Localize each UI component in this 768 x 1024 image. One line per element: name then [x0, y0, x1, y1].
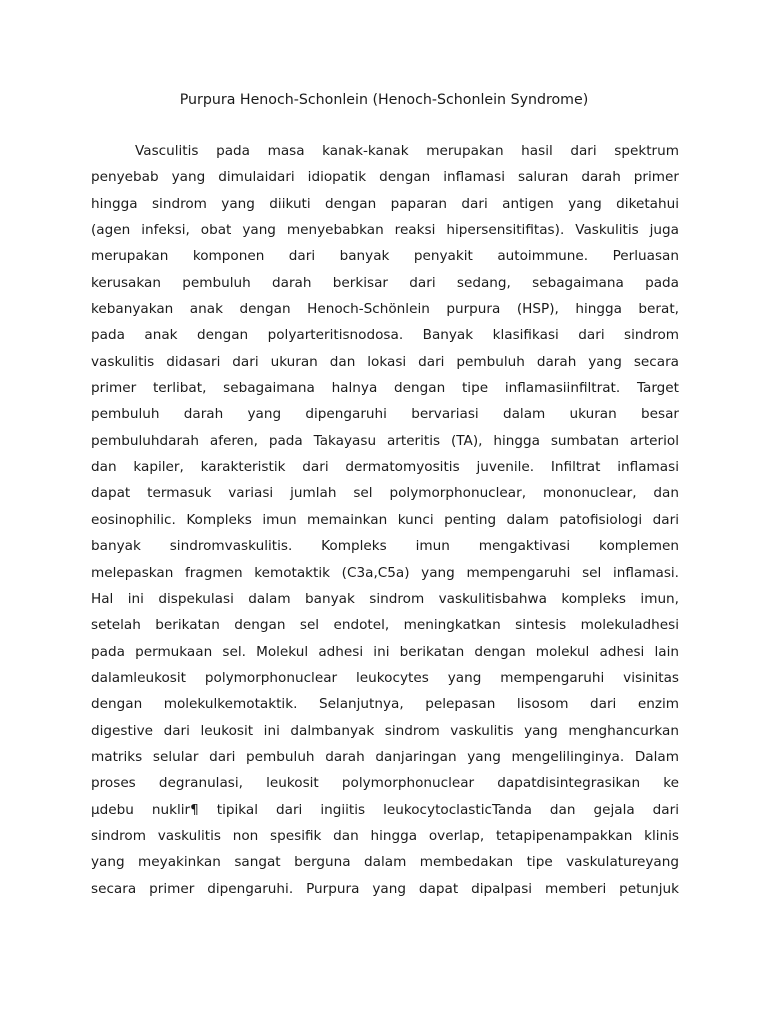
body-line: dan kapiler, karakteristik dari dermatomyositis juvenile. Infiltrat inflamasi	[91, 459, 679, 476]
body-line: pembuluhdarah aferen, pada Takayasu arteritis (TA), hingga sumbatan arteriol	[91, 432, 679, 449]
document-title: Purpura Henoch-Schonlein (Henoch-Schonlein Syndrome)	[179, 92, 589, 108]
body-line: Vasculitis pada masa kanak-kanak merupakan hasil dari spektrum	[135, 143, 679, 159]
document-body	[91, 138, 679, 902]
body-line: Hal ini dispekulasi dalam banyak sindrom vaskulitisbahwa kompleks imun,	[91, 590, 679, 607]
body-line: kerusakan pembuluh darah berkisar dari sedang, sebagaimana pada	[91, 274, 679, 291]
body-line: setelah berikatan dengan sel endotel, meningkatkan sintesis molekuladhesi	[91, 617, 679, 634]
body-line: pada anak dengan polyarteritisnodosa. Banyak klasifikasi dari sindrom	[91, 327, 679, 344]
body-line: pada permukaan sel. Molekul adhesi ini berikatan dengan molekul adhesi lain	[91, 643, 679, 660]
body-line: banyak sindromvaskulitis. Kompleks imun mengaktivasi komplemen	[91, 538, 679, 555]
body-line: yang meyakinkan sangat berguna dalam membedakan tipe vaskulatureyang	[91, 854, 679, 871]
body-line: matriks selular dari pembuluh darah danjaringan yang mengelilinginya. Dalam	[91, 748, 679, 765]
body-line: proses degranulasi, leukosit polymorphonuclear dapatdisintegrasikan ke	[91, 775, 679, 792]
body-line: secara primer dipengaruhi. Purpura yang dapat dipalpasi memberi petunjuk	[91, 880, 679, 897]
body-line: digestive dari leukosit ini dalmbanyak sindrom vaskulitis yang menghancurkan	[91, 722, 679, 739]
body-line: primer terlibat, sebagaimana halnya dengan tipe inflamasiinfiltrat. Target	[91, 380, 679, 397]
body-line: vaskulitis didasari dari ukuran dan lokasi dari pembuluh darah yang secara	[91, 353, 679, 370]
body-line: µdebu nuklir¶ tipikal dari ingiitis leukocytoclasticTanda dan gejala dari	[91, 801, 679, 818]
body-line: dengan molekulkemotaktik. Selanjutnya, pelepasan lisosom dari enzim	[91, 696, 679, 713]
body-line: sindrom vaskulitis non spesifik dan hingga overlap, tetapipenampakkan klinis	[91, 827, 679, 844]
body-line: (agen infeksi, obat yang menyebabkan reaksi hipersensitifitas). Vaskulitis juga	[91, 222, 679, 239]
body-line: dapat termasuk variasi jumlah sel polymorphonuclear, mononuclear, dan	[91, 485, 679, 502]
body-line: dalamleukosit polymorphonuclear leukocytes yang mempengaruhi visinitas	[91, 669, 679, 686]
body-line: melepaskan fragmen kemotaktik (C3a,C5a) yang mempengaruhi sel inflamasi.	[91, 564, 679, 581]
body-line: pembuluh darah yang dipengaruhi bervariasi dalam ukuran besar	[91, 406, 679, 423]
body-line: kebanyakan anak dengan Henoch-Schönlein purpura (HSP), hingga berat,	[91, 301, 679, 318]
body-line: eosinophilic. Kompleks imun memainkan kunci penting dalam patofisiologi dari	[91, 511, 679, 528]
body-line: hingga sindrom yang diikuti dengan paparan dari antigen yang diketahui	[91, 195, 679, 212]
body-line: merupakan komponen dari banyak penyakit autoimmune. Perluasan	[91, 248, 679, 265]
body-line: penyebab yang dimulaidari idiopatik dengan inflamasi saluran darah primer	[91, 169, 679, 186]
